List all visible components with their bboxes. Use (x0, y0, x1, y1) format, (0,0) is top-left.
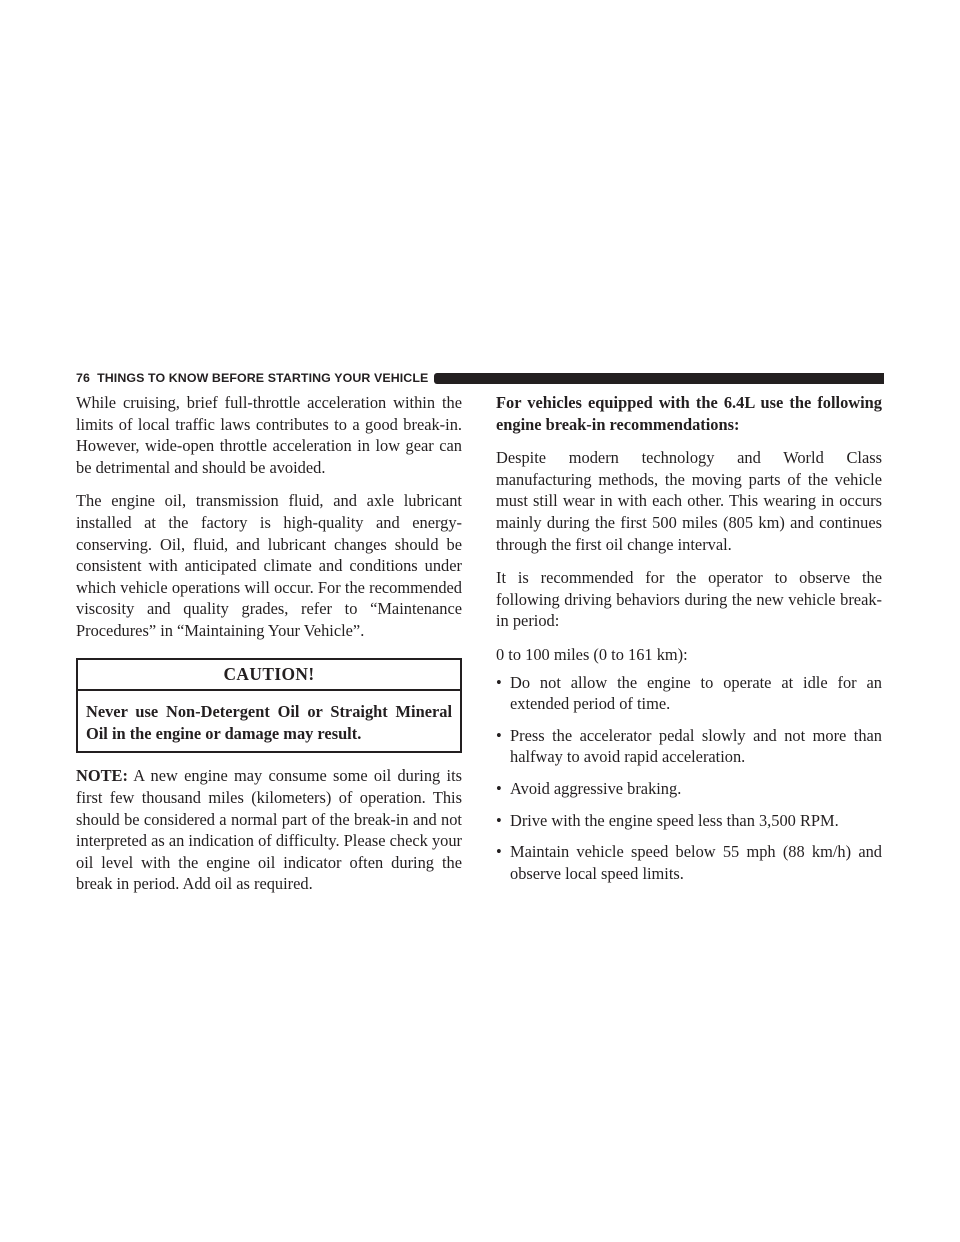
list-item-text: Avoid aggressive braking. (510, 778, 682, 798)
break-in-bullet-list (496, 672, 882, 885)
list-item (496, 778, 882, 800)
page-number: 76 (76, 371, 90, 385)
page-header (76, 371, 884, 385)
left-column (76, 392, 462, 907)
list-item-text: Drive with the engine speed less than 3,500 RPM. (510, 810, 839, 830)
mileage-range-label: 0 to 100 miles (0 to 161 km): (496, 644, 688, 664)
list-item-text: Maintain vehicle speed below 55 mph (88 km/h) and observe local speed limits. (510, 842, 882, 883)
list-item (496, 725, 882, 768)
bullet-icon: • (496, 810, 502, 830)
note-text: A new engine may consume some oil during its first few thousand miles (kilometers) of operation. This should be considered a normal part of the break-in and not interpreted as an indication of difficulty. Please check your oil level with the engine oil indicator often during the break in period. Add oil as required. (76, 766, 463, 894)
note-paragraph (76, 765, 462, 895)
right-column (496, 392, 882, 894)
list-item (496, 810, 882, 832)
bullet-icon: • (496, 725, 502, 745)
bullet-icon: • (496, 842, 502, 862)
break-in-cruising-paragraph: While cruising, brief full-throttle acceleration within the limits of local traffic laws contributes to a good break-in. However, wide-open throttle acceleration in low gear can be detrimental and should be avoided. (76, 393, 462, 477)
break-in-heading: For vehicles equipped with the 6.4L use the following engine break-in recommendations: (496, 393, 882, 434)
fluids-paragraph: The engine oil, transmission fluid, and axle lubricant installed at the factory is high-quality and energy-conserving. Oil, fluid, and lubricant changes should be consistent with anticipated climate and conditions under which vehicle operations will occur. For the recommended viscosity and quality grades, refer to “Maintenance Procedures” in “Maintaining Your Vehicle”. (76, 491, 462, 640)
page-header-spacer (90, 371, 97, 385)
caution-box (76, 658, 462, 754)
list-item-text: Press the accelerator pedal slowly and not more than halfway to avoid rapid acceleration. (510, 725, 882, 767)
bullet-icon: • (496, 672, 502, 692)
caution-body: Never use Non-Detergent Oil or Straight Mineral Oil in the engine or damage may result. (86, 702, 452, 743)
list-item (496, 672, 882, 715)
driving-behaviors-paragraph: It is recommended for the operator to observe the following driving behaviors during the new vehicle break-in period: (496, 568, 882, 631)
list-item (496, 841, 882, 884)
note-label: NOTE: (76, 766, 128, 786)
caution-title: CAUTION! (78, 660, 460, 692)
header-rule (434, 373, 884, 384)
list-item-text: Do not allow the engine to operate at idle for an extended period of time. (510, 672, 882, 714)
wear-in-paragraph: Despite modern technology and World Class manufacturing methods, the moving parts of the vehicle must still wear in with each other. This wearing in occurs mainly during the first 500 miles (805 km) and continues through the first oil change interval. (496, 448, 882, 554)
section-title: THINGS TO KNOW BEFORE STARTING YOUR VEHICLE (97, 371, 429, 385)
bullet-icon: • (496, 778, 502, 798)
